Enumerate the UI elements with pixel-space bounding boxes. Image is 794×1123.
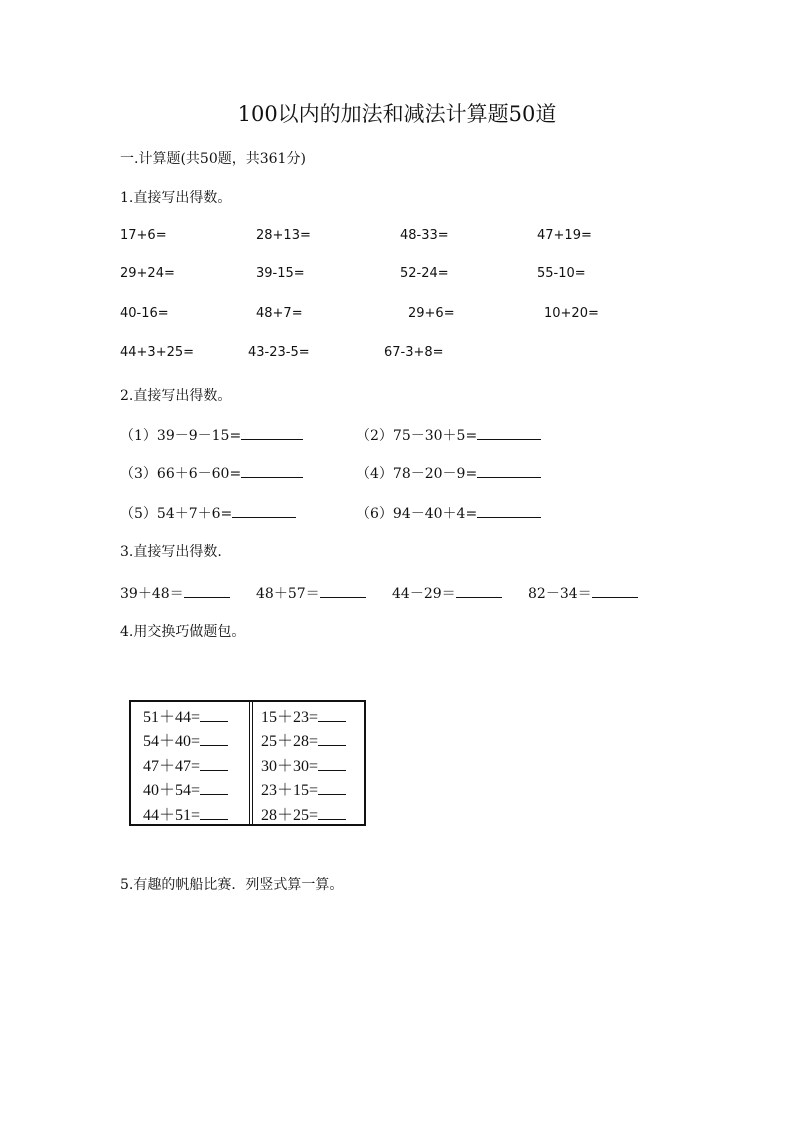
book-expression: 51＋44=: [143, 709, 201, 726]
book-expression: 47＋47=: [143, 757, 201, 775]
q1-item: 17+6=: [120, 228, 167, 243]
q2-expression: （5）54＋7＋6=: [120, 506, 233, 522]
book-left-page: [143, 706, 228, 828]
book-expression: 28＋25=: [261, 806, 319, 824]
q3-prompt: 3.直接写出得数.: [120, 544, 222, 560]
book-expression: 40＋54=: [143, 782, 201, 800]
book-row: [261, 804, 346, 828]
q1-prompt: 1.直接写出得数。: [120, 190, 232, 206]
q3-item: [528, 583, 638, 603]
answer-blank[interactable]: [241, 427, 303, 440]
q3-item: [392, 583, 502, 603]
q2-item: [356, 503, 541, 523]
q1-item: 43-23-5=: [248, 345, 310, 360]
q1-item: 47+19=: [537, 228, 592, 243]
q3-item: [256, 583, 366, 603]
q3-expression: 44－29＝: [392, 586, 456, 602]
q1-item: 67-3+8=: [384, 345, 444, 360]
q2-expression: （2）75－30＋5=: [356, 428, 478, 444]
exercise-book-figure: [129, 700, 366, 826]
q5-prompt: 5.有趣的帆船比赛．列竖式算一算。: [120, 877, 344, 893]
book-expression: 23＋15=: [261, 782, 319, 800]
q2-expression: （3）66＋6－60=: [120, 466, 242, 482]
q1-item: 29+24=: [120, 266, 175, 281]
q4-prompt: 4.用交换巧做题包。: [120, 624, 246, 640]
q3-expression: 48＋57＝: [256, 586, 320, 602]
q2-expression: （4）78－20－9=: [356, 466, 478, 482]
q3-expression: 82－34＝: [528, 586, 592, 602]
book-row: [261, 755, 346, 779]
book-expression: 44＋51=: [143, 806, 201, 824]
q2-prompt: 2.直接写出得数。: [120, 388, 232, 404]
page-title: 100以内的加法和减法计算题50道: [237, 102, 557, 126]
answer-blank[interactable]: [318, 756, 346, 771]
answer-blank[interactable]: [477, 465, 541, 478]
book-expression: 54＋40=: [143, 733, 201, 751]
book-spine: [249, 702, 253, 824]
q1-item: 29+6=: [408, 306, 455, 321]
q1-item: 40-16=: [120, 306, 169, 321]
book-row: [143, 804, 228, 828]
answer-blank[interactable]: [200, 805, 228, 820]
answer-blank[interactable]: [318, 707, 346, 722]
book-expression: 30＋30=: [261, 757, 319, 775]
answer-blank[interactable]: [456, 585, 502, 598]
answer-blank[interactable]: [477, 427, 541, 440]
answer-blank[interactable]: [241, 465, 303, 478]
q2-expression: （6）94－40＋4=: [356, 506, 478, 522]
book-expression: 25＋28=: [261, 733, 319, 751]
q2-item: [120, 463, 303, 483]
answer-blank[interactable]: [592, 585, 638, 598]
answer-blank[interactable]: [318, 780, 346, 795]
q1-item: 10+20=: [544, 306, 599, 321]
q3-item: [120, 583, 230, 603]
answer-blank[interactable]: [200, 731, 228, 746]
book-expression: 15＋23=: [261, 709, 319, 726]
q2-expression: （1）39－9－15=: [120, 428, 242, 444]
answer-blank[interactable]: [200, 780, 228, 795]
q1-item: 52-24=: [400, 266, 449, 281]
answer-blank[interactable]: [232, 505, 296, 518]
answer-blank[interactable]: [318, 731, 346, 746]
q1-item: 55-10=: [537, 266, 586, 281]
q1-item: 39-15=: [256, 266, 305, 281]
book-row: [261, 730, 346, 754]
answer-blank[interactable]: [477, 505, 541, 518]
book-row: [143, 755, 228, 779]
q3-expression: 39＋48＝: [120, 586, 184, 602]
book-row: [261, 706, 346, 730]
book-row: [143, 730, 228, 754]
q2-item: [356, 463, 541, 483]
book-right-page: [261, 706, 346, 828]
section-heading: 一.计算题(共50题，共361分): [120, 151, 306, 167]
q2-item: [120, 503, 296, 523]
q2-item: [120, 425, 303, 445]
book-row: [143, 779, 228, 803]
q1-item: 28+13=: [256, 228, 311, 243]
book-row: [143, 706, 228, 730]
q1-item: 48+7=: [256, 306, 303, 321]
q1-item: 44+3+25=: [120, 345, 195, 360]
answer-blank[interactable]: [184, 585, 230, 598]
q1-item: 48-33=: [400, 228, 449, 243]
answer-blank[interactable]: [320, 585, 366, 598]
answer-blank[interactable]: [318, 805, 346, 820]
answer-blank[interactable]: [200, 756, 228, 771]
q2-item: [356, 425, 541, 445]
book-row: [261, 779, 346, 803]
answer-blank[interactable]: [200, 707, 228, 722]
